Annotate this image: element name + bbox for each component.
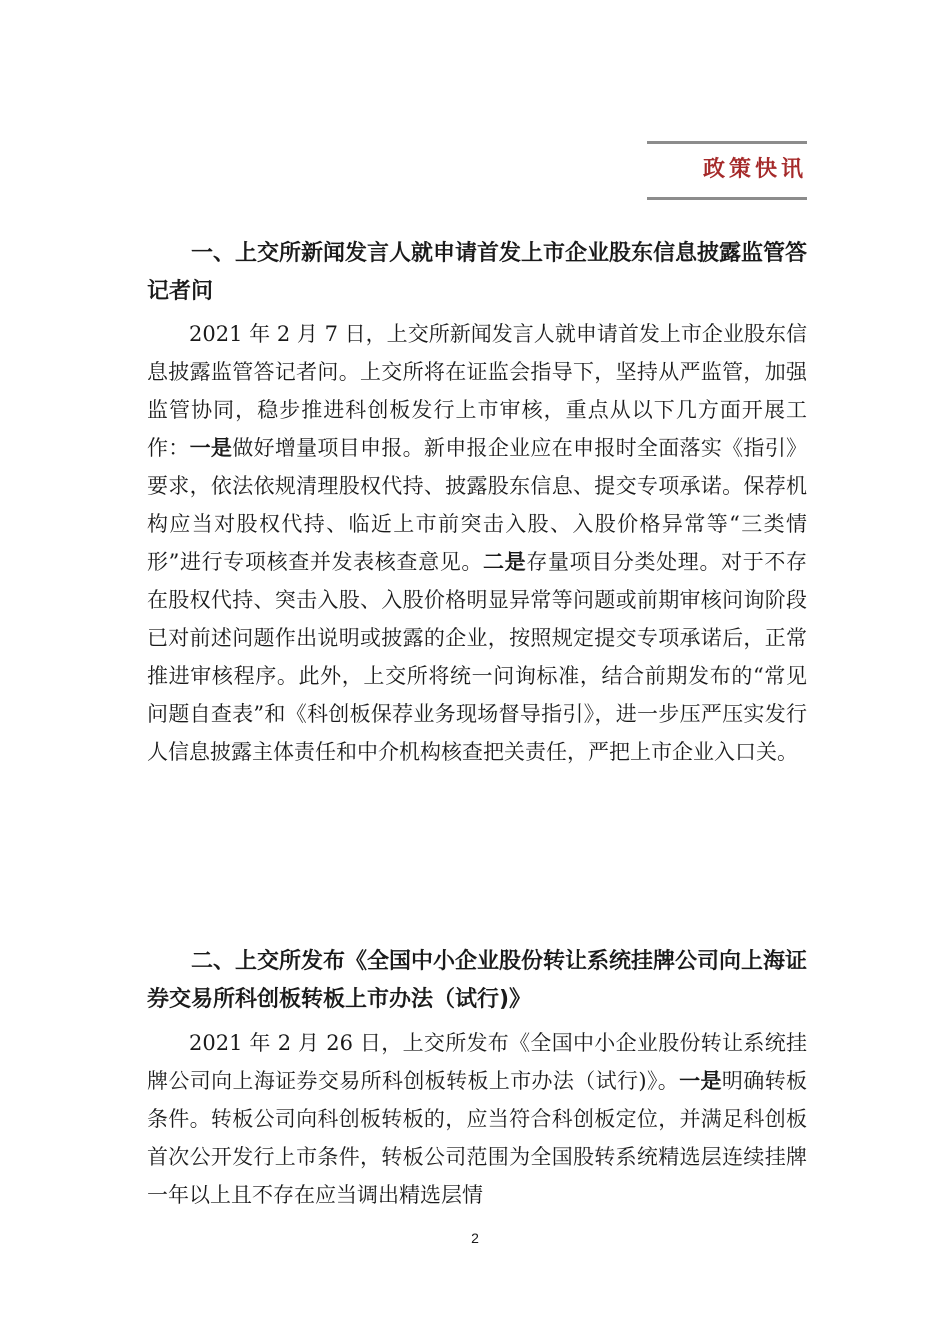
paragraph-text: 2021 年 2 月 26 日，上交所发布《全国中小企业股份转让系统挂牌公司向上海证券交易所科创板转板上市办法（试行)》。	[147, 1031, 807, 1093]
bold-marker: 一是	[679, 1069, 722, 1093]
paragraph-text: 存量项目分类处理。对于不存在股权代持、突击入股、入股价格明显异常等问题或前期审核问询阶段已对前述问题作出说明或披露的企业，按照规定提交专项承诺后，正常推进审核程序。此外，上交所将统一问询标准，结合前期发布的“常见问题自查表”和《科创板保荐业务现场督导指引》，进一步压严压实发行人信息披露主体责任和中介机构核查把关责任，严把上市企业入口关。	[147, 550, 808, 764]
section-2-title: 二、上交所发布《全国中小企业股份转让系统挂牌公司向上海证券交易所科创板转板上市办法（试行)》	[147, 949, 808, 1012]
section-1-paragraph	[147, 315, 807, 771]
paragraph-text: 明确转板条件。转板公司向科创板转板的，应当符合科创板定位，并满足科创板首次公开发行上市条件，转板公司范围为全国股转系统精选层连续挂牌一年以上且不存在应当调出精选层情	[147, 1069, 807, 1207]
section-2-paragraph	[147, 1024, 807, 1214]
section-1-title: 一、上交所新闻发言人就申请首发上市企业股东信息披露监管答记者问	[147, 241, 808, 304]
bold-marker: 二是	[483, 550, 527, 574]
page-number: 2	[471, 1230, 479, 1246]
paragraph-text: 做好增量项目申报。新申报企业应在申报时全面落实《指引》要求，依法依规清理股权代持、披露股东信息、提交专项承诺。保荐机构应当对股权代持、临近上市前突击入股、入股价格异常等“三类情形”进行专项核查并发表核查意见。	[147, 436, 808, 574]
header-top-rule	[647, 141, 807, 144]
bold-marker: 一是	[189, 436, 233, 460]
header-bottom-rule	[647, 197, 807, 200]
header-title: 政策快讯	[702, 157, 807, 182]
paragraph-text: 2021 年 2 月 7 日，上交所新闻发言人就申请首发上市企业股东信息披露监管答记者问。上交所将在证监会指导下，坚持从严监管，加强监管协同，稳步推进科创板发行上市审核，重点从以下几方面开展工作：	[147, 322, 807, 460]
